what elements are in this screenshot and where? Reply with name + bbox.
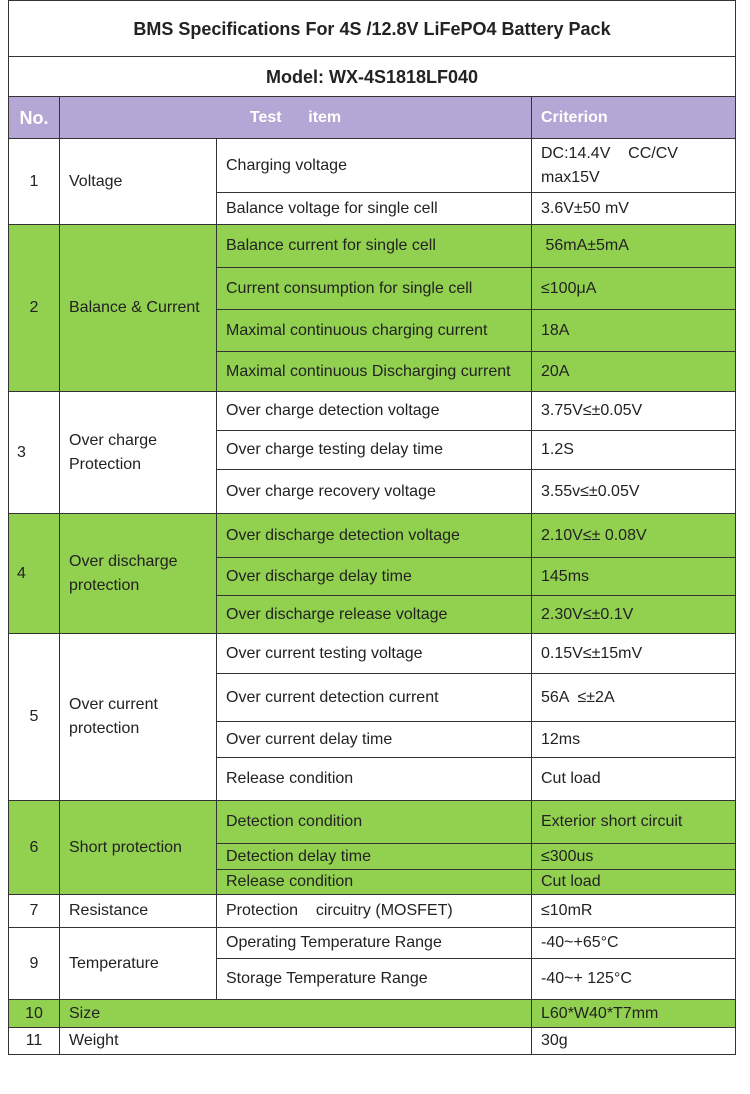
criterion: 20A	[532, 352, 736, 392]
test-item: Current consumption for single cell	[217, 268, 532, 310]
table-row	[9, 1028, 736, 1055]
model-number: Model: WX-4S1818LF040	[9, 57, 736, 97]
group-name: Weight	[60, 1028, 532, 1055]
row-number: 4	[9, 514, 60, 634]
group-name: Temperature	[60, 928, 217, 1000]
table-row	[9, 139, 736, 193]
test-item: Detection delay time	[217, 844, 532, 870]
criterion: 56A ≤±2A	[532, 674, 736, 722]
header-test-item: Test item	[60, 97, 532, 139]
header-row	[9, 97, 736, 139]
test-item: Maximal continuous Discharging current	[217, 352, 532, 392]
test-item: Balance voltage for single cell	[217, 193, 532, 225]
criterion: 3.75V≤±0.05V	[532, 392, 736, 431]
criterion: Cut load	[532, 870, 736, 895]
row-number: 3	[9, 392, 60, 514]
criterion: 30g	[532, 1028, 736, 1055]
criterion: 56mA±5mA	[532, 225, 736, 268]
criterion: 3.55v≤±0.05V	[532, 470, 736, 514]
group-name: Voltage	[60, 139, 217, 225]
row-number: 9	[9, 928, 60, 1000]
criterion: ≤10mR	[532, 895, 736, 928]
test-item: Detection condition	[217, 801, 532, 844]
test-item: Over discharge release voltage	[217, 596, 532, 634]
row-number: 1	[9, 139, 60, 225]
test-item: Over discharge detection voltage	[217, 514, 532, 558]
table-row	[9, 392, 736, 431]
table-row	[9, 225, 736, 268]
table-title: BMS Specifications For 4S /12.8V LiFePO4 Battery Pack	[9, 1, 736, 57]
row-number: 10	[9, 1000, 60, 1028]
table-row	[9, 1000, 736, 1028]
table-row	[9, 634, 736, 674]
test-item: Over current detection current	[217, 674, 532, 722]
test-item: Over current delay time	[217, 722, 532, 758]
criterion: -40~+ 125°C	[532, 959, 736, 1000]
criterion: DC:14.4V CC/CV max15V	[532, 139, 736, 193]
test-item: Balance current for single cell	[217, 225, 532, 268]
criterion: 2.10V≤± 0.08V	[532, 514, 736, 558]
test-item: Maximal continuous charging current	[217, 310, 532, 352]
group-name: Over discharge protection	[60, 514, 217, 634]
group-name: Over charge Protection	[60, 392, 217, 514]
criterion: 0.15V≤±15mV	[532, 634, 736, 674]
table-row	[9, 928, 736, 959]
group-name: Resistance	[60, 895, 217, 928]
test-item: Protection circuitry (MOSFET)	[217, 895, 532, 928]
test-item: Over charge testing delay time	[217, 431, 532, 470]
test-item: Release condition	[217, 870, 532, 895]
row-number: 7	[9, 895, 60, 928]
test-item: Over discharge delay time	[217, 558, 532, 596]
criterion: Cut load	[532, 758, 736, 801]
test-item: Operating Temperature Range	[217, 928, 532, 959]
test-item: Storage Temperature Range	[217, 959, 532, 1000]
criterion: 12ms	[532, 722, 736, 758]
table-row	[9, 514, 736, 558]
group-name: Short protection	[60, 801, 217, 895]
criterion: 2.30V≤±0.1V	[532, 596, 736, 634]
table-row	[9, 895, 736, 928]
row-number: 5	[9, 634, 60, 801]
row-number: 2	[9, 225, 60, 392]
group-name: Over current protection	[60, 634, 217, 801]
criterion: ≤300us	[532, 844, 736, 870]
criterion: 1.2S	[532, 431, 736, 470]
criterion: ≤100μA	[532, 268, 736, 310]
test-item: Charging voltage	[217, 139, 532, 193]
criterion: -40~+65°C	[532, 928, 736, 959]
criterion: L60*W40*T7mm	[532, 1000, 736, 1028]
table-row	[9, 801, 736, 844]
test-item: Release condition	[217, 758, 532, 801]
criterion: 18A	[532, 310, 736, 352]
criterion: 3.6V±50 mV	[532, 193, 736, 225]
test-item: Over charge recovery voltage	[217, 470, 532, 514]
test-item: Over charge detection voltage	[217, 392, 532, 431]
header-no: No.	[9, 97, 60, 139]
criterion: 145ms	[532, 558, 736, 596]
criterion: Exterior short circuit	[532, 801, 736, 844]
test-item: Over current testing voltage	[217, 634, 532, 674]
row-number: 6	[9, 801, 60, 895]
row-number: 11	[9, 1028, 60, 1055]
header-criterion: Criterion	[532, 97, 736, 139]
group-name: Size	[60, 1000, 532, 1028]
group-name: Balance & Current	[60, 225, 217, 392]
spec-table	[8, 0, 736, 1055]
